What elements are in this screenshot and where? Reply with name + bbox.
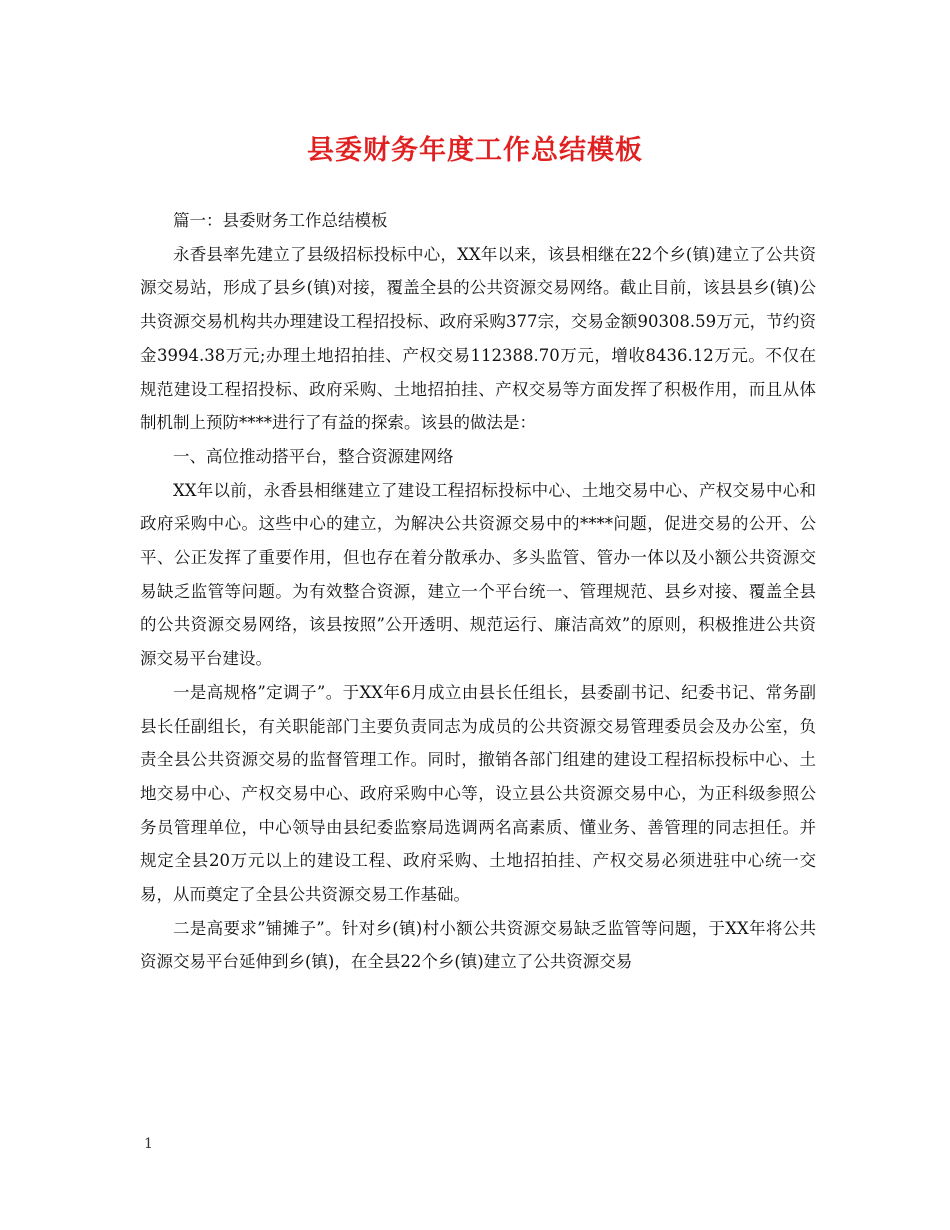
body-paragraph: 二是高要求”铺摊子”。针对乡(镇)村小额公共资源交易缺乏监管等问题，于XX年将公共资源交易平台延伸到乡(镇)，在全县22个乡(镇)建立了公共资源交易 (140, 918, 816, 972)
body-paragraph: 一是高规格”定调子”。于XX年6月成立由县长任组长，县委副书记、纪委书记、常务副县长任副组长，有关职能部门主要负责同志为成员的公共资源交易管理委员会及办公室，负责全县公共资源交易的监督管理工作。同时，撤销各部门组建的建设工程招标投标中心、土地交易中心、产权交易中心、政府采购中心等，设立县公共资源交易中心，为正科级参照公务员管理单位，中心领导由县纪委监察局选调两名高素质、懂业务、善管理的同志担任。并规定全县20万元以上的建设工程、政府采购、土地招拍挂、产权交易必须进驻中心统一交易，从而奠定了全县公共资源交易工作基础。 (140, 682, 816, 905)
document-body (140, 204, 816, 979)
body-paragraph: 永香县率先建立了县级招标投标中心，XX年以来，该县相继在22个乡(镇)建立了公共资源交易站，形成了县乡(镇)对接，覆盖全县的公共资源交易网络。截止目前，该县县乡(镇)公共资源交易机构共办理建设工程招投标、政府采购377宗，交易金额90308.59万元，节约资金3994.38万元;办理土地招拍挂、产权交易112388.70万元，增收8436.12万元。不仅在规范建设工程招投标、政府采购、土地招拍挂、产权交易等方面发挥了积极作用，而且从体制机制上预防****进行了有益的探索。该县的做法是： (140, 244, 816, 433)
section-heading: 篇一：县委财务工作总结模板 (173, 211, 388, 230)
document-title: 县委财务年度工作总结模板 (307, 135, 643, 166)
section-heading: 一、高位推动搭平台，整合资源建网络 (173, 446, 454, 466)
body-paragraph: XX年以前，永香县相继建立了建设工程招标投标中心、土地交易中心、产权交易中心和政府采购中心。这些中心的建立，为解决公共资源交易中的****问题，促进交易的公开、公平、公正发挥了重要作用，但也存在着分散承办、多头监管、管办一体以及小额公共资源交易缺乏监管等问题。为有效整合资源，建立一个平台统一、管理规范、县乡对接、覆盖全县的公共资源交易网络，该县按照”公开透明、规范运行、廉洁高效”的原则，积极推进公共资源交易平台建设。 (140, 480, 816, 669)
page-number: 1 (144, 1136, 153, 1152)
